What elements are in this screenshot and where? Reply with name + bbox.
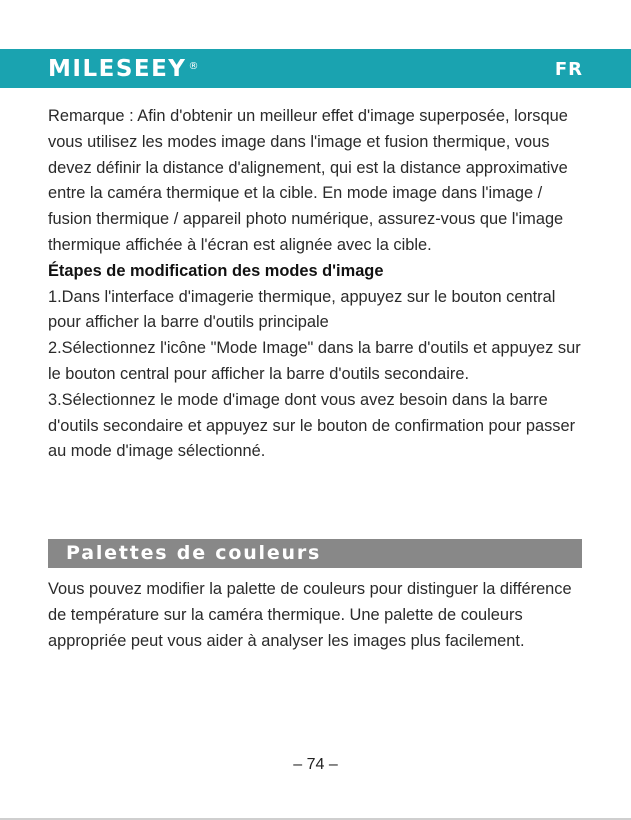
remark-paragraph: Remarque : Afin d'obtenir un meilleur effet d'image superposée, lorsque vous utilisez les modes image dans l'image et fusion thermique, vous devez définir la distance d'alignement, qui est la distance approximative entre la caméra thermique et la cible. En mode image dans l'image / fusion thermique / appareil photo numérique, assurez-vous que l'image thermique affichée à l'écran est alignée avec la cible. (48, 107, 568, 254)
section-content (48, 577, 588, 654)
step-item: 2.Sélectionnez l'icône "Mode Image" dans la barre d'outils et appuyez sur le bouton central pour afficher la barre d'outils secondaire. (48, 339, 581, 383)
section-title: Palettes de couleurs (66, 542, 322, 564)
brand-name: MILESEEY (48, 56, 187, 82)
step-item: 1.Dans l'interface d'imagerie thermique, appuyez sur le bouton central pour afficher la barre d'outils principale (48, 287, 556, 332)
steps-title: Étapes de modification des modes d'image (48, 261, 384, 280)
section-paragraph: Vous pouvez modifier la palette de couleurs pour distinguer la différence de température sur la caméra thermique. Une palette de couleurs appropriée peut vous aider à analyser les images plus facilement. (48, 580, 572, 650)
language-code: FR (554, 59, 583, 80)
header-bar (0, 49, 631, 88)
main-content (48, 104, 588, 465)
registered-mark: ® (188, 61, 200, 72)
brand-logo (48, 55, 200, 83)
page-number: – 74 – (293, 756, 338, 773)
step-item: 3.Sélectionnez le mode d'image dont vous avez besoin dans la barre d'outils secondaire et appuyez sur le bouton de confirmation pour passer au mode d'image sélectionné. (48, 390, 576, 461)
section-heading-bar (48, 539, 582, 568)
